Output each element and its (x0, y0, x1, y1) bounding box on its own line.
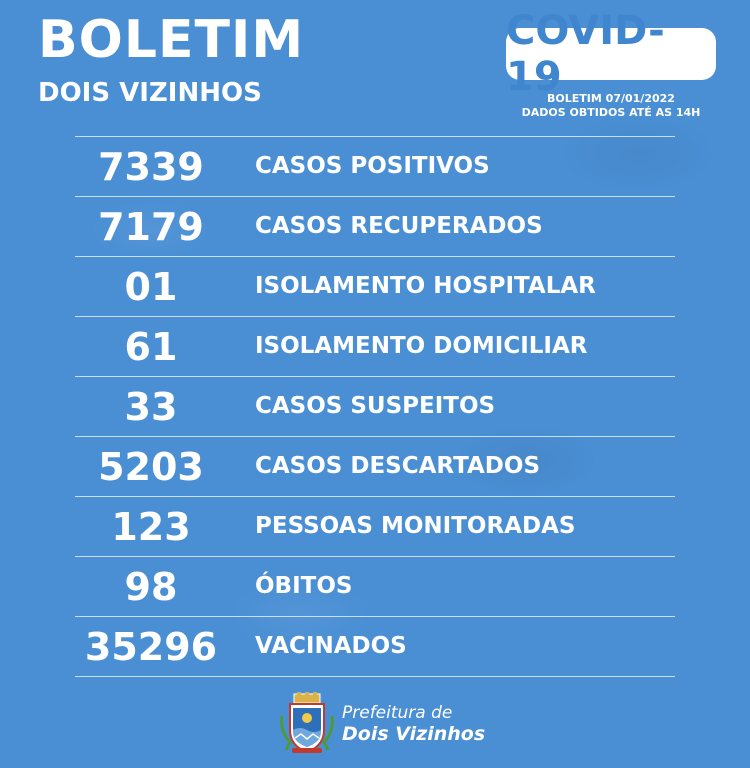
stat-label: CASOS POSITIVOS (255, 153, 490, 179)
stat-label: ÓBITOS (255, 573, 353, 599)
stat-value: 7179 (98, 204, 204, 249)
stat-label: ISOLAMENTO HOSPITALAR (255, 273, 596, 299)
stat-row-discarded (75, 437, 675, 497)
stat-row-recovered (75, 197, 675, 257)
municipality-logo (278, 692, 485, 756)
stat-value: 33 (124, 384, 178, 429)
stat-row-deaths (75, 557, 675, 617)
footer-line1: Prefeitura de (342, 703, 453, 724)
bulletin-title: BOLETIM (38, 10, 305, 70)
footer-line2: Dois Vizinhos (342, 722, 486, 745)
stat-value: 01 (124, 264, 178, 309)
stat-label: CASOS RECUPERADOS (255, 213, 543, 239)
stat-row-monitored (75, 497, 675, 557)
stat-value: 7339 (98, 144, 204, 189)
stat-label: PESSOAS MONITORADAS (255, 513, 576, 539)
stats-table (75, 136, 675, 677)
data-cutoff-note: DADOS OBTIDOS ATÉ AS 14H (521, 106, 701, 119)
stat-value: 98 (124, 564, 178, 609)
stat-row-hospital-isolation (75, 257, 675, 317)
stat-value: 5203 (98, 444, 204, 489)
footer-text (342, 703, 485, 744)
stat-label: ISOLAMENTO DOMICILIAR (255, 333, 588, 359)
city-subtitle: DOIS VIZINHOS (38, 78, 262, 108)
stat-label: VACINADOS (255, 633, 407, 659)
stat-row-positive (75, 137, 675, 197)
stat-value: 123 (111, 504, 191, 549)
stat-row-suspected (75, 377, 675, 437)
bulletin-date: BOLETIM 07/01/2022 (547, 92, 675, 105)
stat-label: CASOS DESCARTADOS (255, 453, 541, 479)
stat-value: 61 (124, 324, 178, 369)
stat-label: CASOS SUSPEITOS (255, 393, 496, 419)
covid-badge: COVID-19 (506, 28, 716, 80)
stat-row-vaccinated (75, 617, 675, 677)
stat-value: 35296 (84, 624, 218, 669)
stat-row-home-isolation (75, 317, 675, 377)
coat-of-arms-icon (278, 692, 336, 756)
